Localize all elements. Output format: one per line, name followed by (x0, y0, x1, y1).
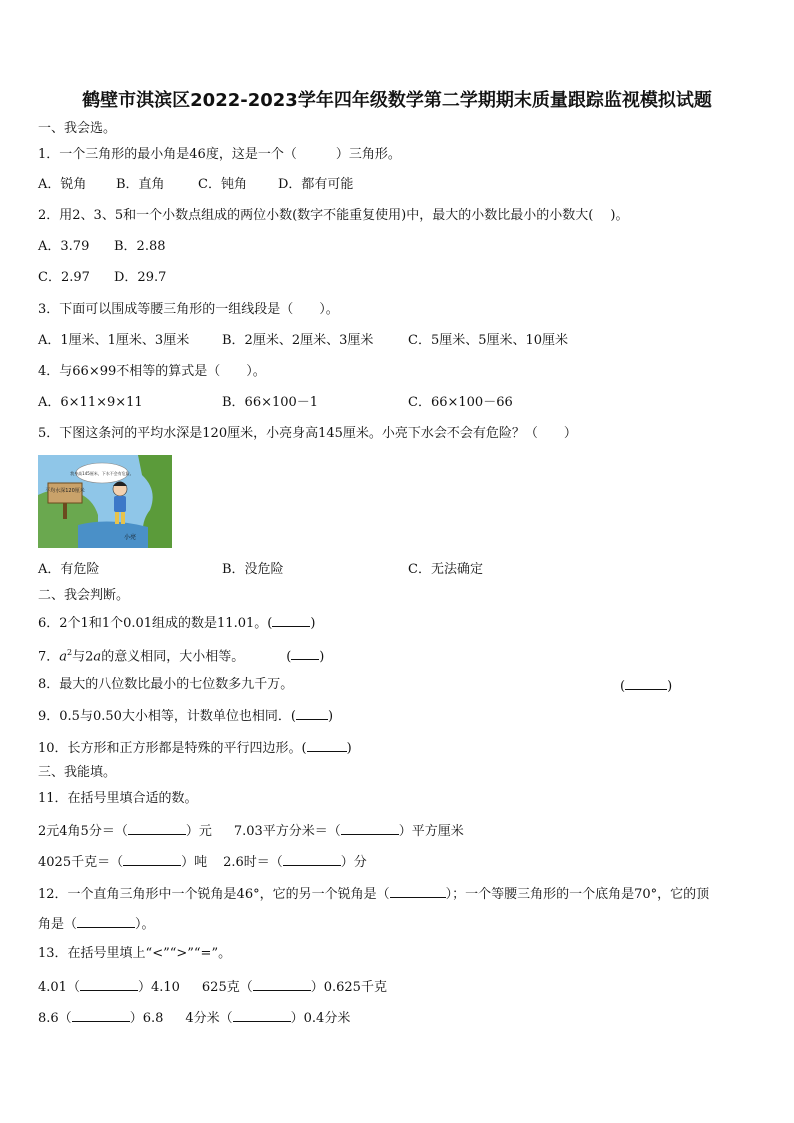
question-12-line2 (38, 914, 155, 934)
open-paren: ( (286, 649, 292, 665)
answer-blank[interactable] (341, 821, 399, 835)
q11-item-2: 7.03平方分米＝（ (233, 824, 341, 839)
option-a[interactable]: A．1厘米、1厘米、3厘米 (38, 333, 190, 348)
q12-text-4: ）。 (135, 917, 155, 932)
question-4: 4．与66×99不相等的算式是（ ）。 (38, 364, 266, 379)
option-a[interactable]: A．有危险 (38, 562, 100, 577)
q13-item-4b: ）0.4分米 (290, 1011, 351, 1026)
exponent: 2 (67, 648, 73, 657)
question-4-options (38, 394, 513, 412)
river-illustration (38, 455, 172, 548)
question-7-number: 7． (38, 649, 60, 665)
q13-item-2b: ）0.625千克 (310, 980, 387, 995)
option-b[interactable]: B．直角 (116, 177, 165, 192)
q13-item-1: 4.01（ (38, 980, 80, 995)
answer-blank[interactable] (72, 1008, 130, 1022)
close-paren: ) (319, 649, 325, 665)
option-b[interactable]: B．没危险 (222, 562, 284, 577)
question-10-text: 10．长方形和正方形都是特殊的平行四边形。( (38, 741, 307, 756)
option-d[interactable]: D．29.7 (114, 270, 167, 285)
question-2-options-row2 (38, 269, 166, 287)
question-2: 2．用2、3、5和一个小数点组成的两位小数(数字不能重复使用)中，最大的小数比最小的小数大( )。 (38, 208, 629, 223)
page-title: 鹤壁市淇滨区2022-2023学年四年级数学第二学期期末质量跟踪监视模拟试题 (82, 90, 712, 111)
q13-item-1b: ）4.10 (137, 980, 180, 995)
answer-blank[interactable] (291, 646, 319, 660)
q13-item-4: 4分米（ (185, 1011, 233, 1026)
question-11-row1 (38, 821, 464, 841)
answer-blank[interactable] (123, 852, 181, 866)
close-paren: ) (346, 741, 352, 756)
sign-post (63, 503, 67, 519)
question-7 (38, 644, 324, 666)
answer-blank[interactable] (128, 821, 186, 835)
question-13-row1 (38, 977, 387, 997)
answer-blank[interactable] (233, 1008, 291, 1022)
q11-unit-2: ）平方厘米 (398, 824, 464, 839)
question-6 (38, 613, 315, 633)
option-b[interactable]: B．66×100－1 (222, 395, 319, 410)
option-a[interactable]: A．锐角 (38, 177, 87, 192)
q12-text-2: ）；一个等腰三角形的一个底角是70°，它的顶 (445, 887, 710, 902)
option-c[interactable]: C．无法确定 (408, 562, 483, 577)
option-a[interactable]: A．6×11×9×11 (38, 395, 143, 410)
q11-unit-1: ）元 (185, 824, 212, 839)
question-8: 8．最大的八位数比最小的七位数多九千万。 (38, 677, 294, 692)
section-2-heading: 二、我会判断。 (38, 588, 130, 603)
question-5-options (38, 561, 483, 579)
question-12-line1 (38, 884, 709, 904)
question-10 (38, 738, 352, 758)
section-1-heading: 一、我会选。 (38, 121, 117, 136)
boy-leg-right (121, 512, 125, 524)
question-1: 1．一个三角形的最小角是46度，这是一个（ ）三角形。 (38, 147, 401, 162)
river-water (78, 521, 148, 548)
question-6-text: 6．2个1和1个0.01组成的数是11.01。( (38, 616, 273, 631)
answer-blank[interactable] (307, 738, 347, 752)
q13-item-3: 8.6（ (38, 1011, 72, 1026)
answer-blank[interactable] (272, 613, 310, 627)
question-11: 11．在括号里填合适的数。 (38, 791, 198, 806)
option-c[interactable]: C．66×100－66 (408, 395, 513, 410)
question-5: 5．下图这条河的平均水深是120厘米，小亮身高145厘米。小亮下水会不会有危险？（ ） (38, 426, 577, 441)
question-3: 3．下面可以围成等腰三角形的一组线段是（ ）。 (38, 302, 339, 317)
q11-item-1: 2元4角5分＝（ (38, 824, 128, 839)
q11-unit-4: ）分 (340, 855, 367, 870)
variable-a: a (59, 649, 68, 665)
option-b[interactable]: B．2厘米、2厘米、3厘米 (222, 333, 374, 348)
question-9 (38, 706, 333, 726)
boy-name-label: 小亮 (124, 534, 137, 541)
question-8-answer (620, 676, 672, 696)
boy-shirt (114, 496, 126, 512)
answer-blank[interactable] (283, 852, 341, 866)
option-c[interactable]: C．2.97 (38, 270, 90, 285)
answer-blank[interactable] (390, 884, 446, 898)
option-c[interactable]: C．钝角 (198, 177, 247, 192)
close-paren: ) (310, 616, 316, 631)
option-c[interactable]: C．5厘米、5厘米、10厘米 (408, 333, 569, 348)
option-b[interactable]: B．2.88 (114, 239, 166, 254)
option-d[interactable]: D．都有可能 (278, 177, 354, 192)
q11-item-4: 2.6时＝（ (223, 855, 283, 870)
bubble-text: 我身高145厘米，下水不会有危险。 (70, 471, 134, 476)
answer-blank[interactable] (80, 977, 138, 991)
answer-blank[interactable] (296, 706, 328, 720)
answer-blank[interactable] (625, 676, 667, 690)
option-a[interactable]: A．3.79 (38, 239, 90, 254)
question-1-options (38, 176, 353, 194)
question-11-row2 (38, 852, 367, 872)
question-7-mid: 与2 (72, 649, 94, 665)
open-paren: ( (620, 679, 626, 694)
answer-blank[interactable] (77, 914, 135, 928)
answer-blank[interactable] (253, 977, 311, 991)
q13-item-3b: ）6.8 (129, 1011, 164, 1026)
close-paren: ) (327, 709, 334, 724)
q13-item-2: 625克（ (201, 980, 253, 995)
question-13: 13．在括号里填上“<”“>”“=”。 (38, 946, 232, 961)
question-9-text: 9．0.5与0.50大小相等，计数单位也相同．( (38, 709, 296, 724)
q12-text-1: 12．一个直角三角形中一个锐角是46°，它的另一个锐角是（ (38, 887, 390, 902)
section-3-heading: 三、我能填。 (38, 765, 117, 780)
close-paren: ) (667, 679, 673, 694)
q12-text-3: 角是（ (38, 917, 78, 932)
q11-item-3: 4025千克＝（ (38, 855, 124, 870)
boy-leg-left (115, 512, 119, 524)
question-3-options (38, 332, 568, 350)
question-2-options-row1 (38, 238, 166, 256)
sign-text: 平均水深120厘米 (45, 488, 85, 494)
question-7-text: 的意义相同，大小相等。 (101, 649, 245, 665)
q11-unit-3: ）吨 (181, 855, 208, 870)
question-13-row2 (38, 1008, 350, 1028)
variable-a: a (93, 649, 102, 665)
